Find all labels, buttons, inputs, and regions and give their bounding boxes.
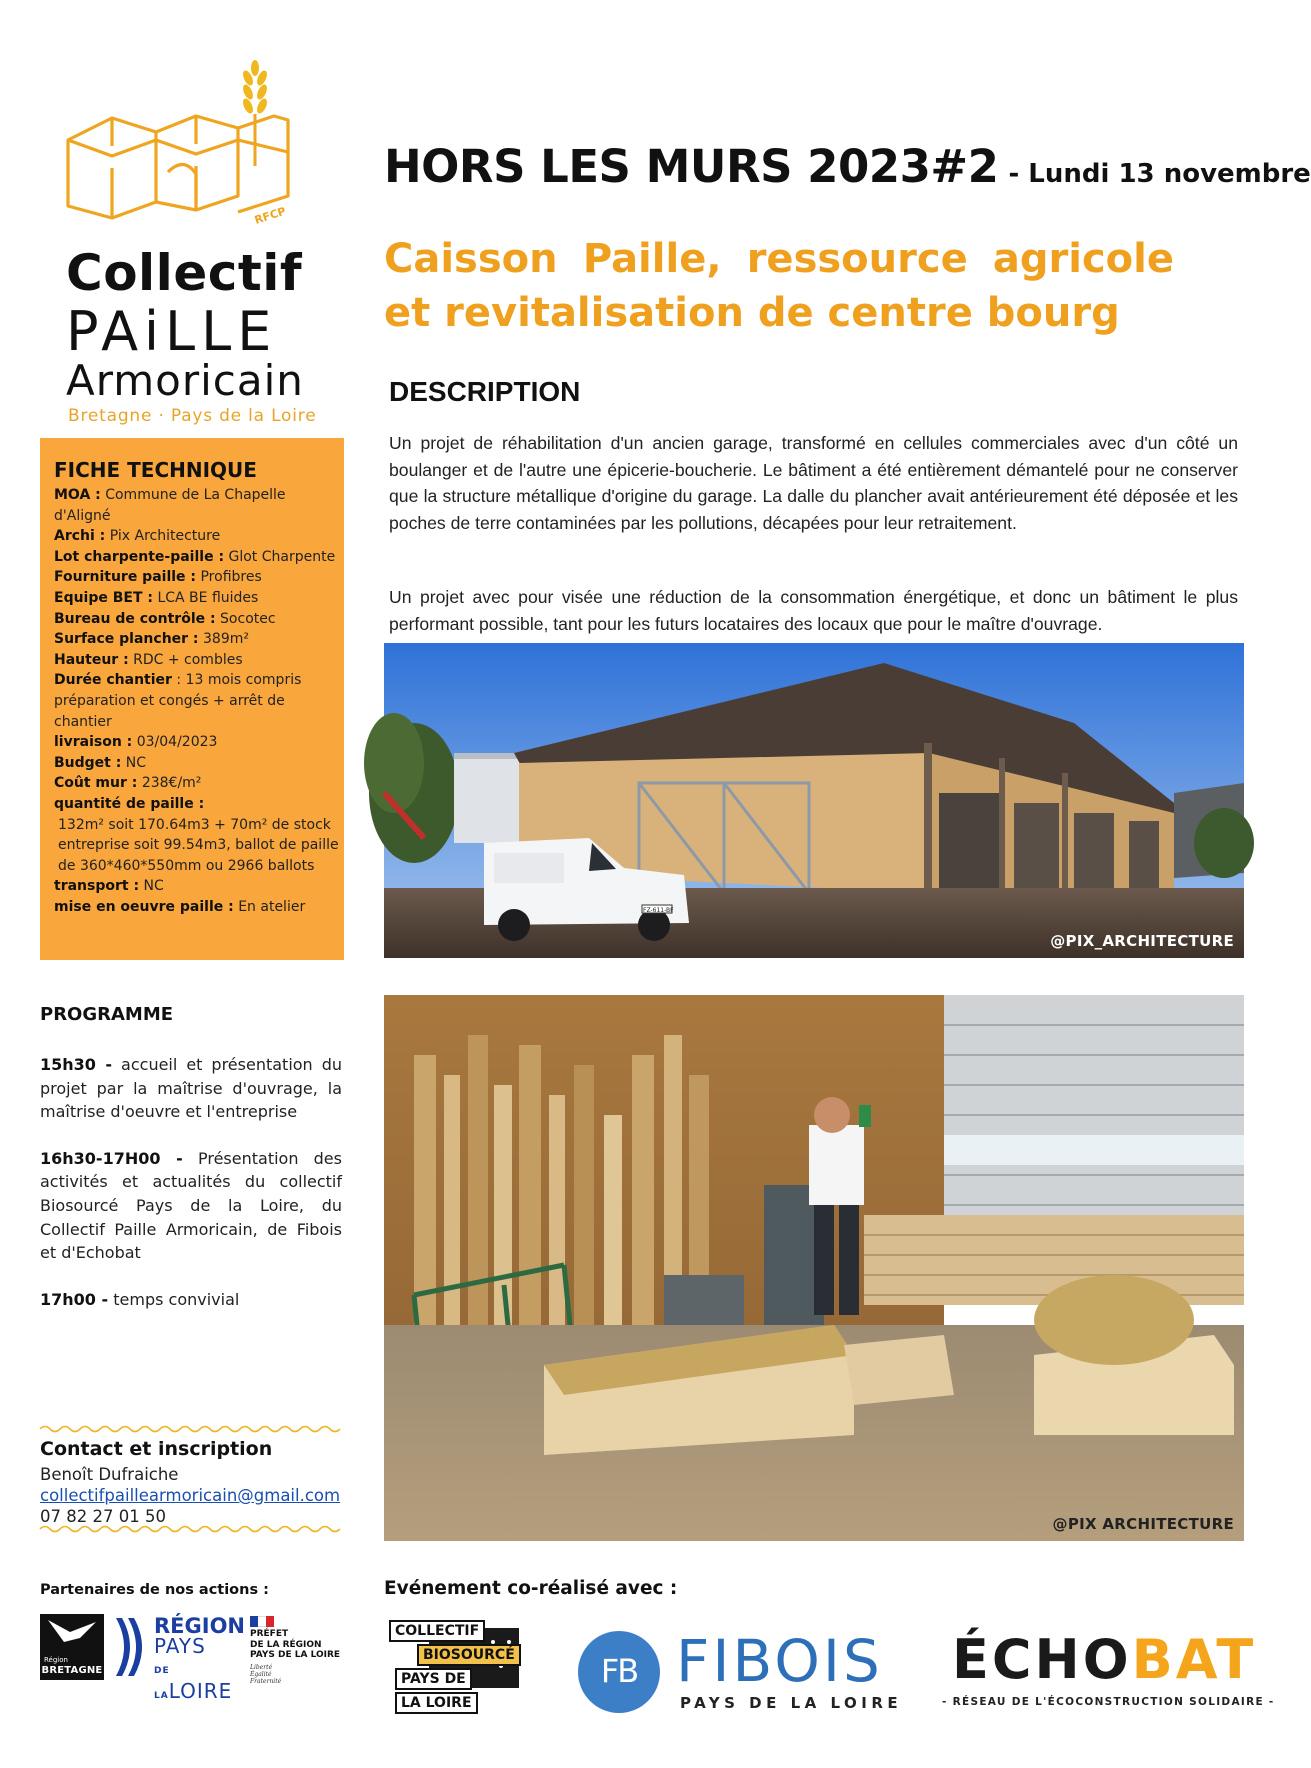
fiche-hauteur: Hauteur : RDC + combles — [54, 651, 243, 668]
page-subtitle: Caisson Paille, ressource agricole et revitalisation de centre bourg — [384, 236, 1174, 336]
fiche-controle: Bureau de contrôle : Socotec — [54, 610, 276, 627]
wave-divider-bottom — [40, 1524, 344, 1534]
partners-title: Partenaires de nos actions : — [40, 1582, 269, 1598]
region-pays-de-la-loire-logo: RÉGION PAYS DE LALOIRE — [112, 1614, 252, 1680]
event-date: - Lundi 13 novembre — [1008, 159, 1311, 189]
contact-block — [40, 1438, 360, 1527]
page-title: HORS LES MURS 2023#2 — [384, 140, 999, 193]
french-flag-icon — [250, 1616, 274, 1627]
description-paragraph-2: Un projet avec pour visée une réduction de la consommation énergétique, et donc un bâtiment le plus performant possible, tant pour les futurs locataires des locaux que pour le maître d'ouvrage. — [389, 587, 1238, 634]
collectif-biosource-logo: COLLECTIF BIOSOURCÉ PAYS DE LA LOIRE — [389, 1620, 529, 1720]
description-heading: DESCRIPTION — [389, 376, 581, 407]
region-pdl-mark-icon — [112, 1614, 152, 1680]
workshop-photo — [384, 995, 1244, 1541]
fiche-moa: MOA : Commune de La Chapelle d'Aligné — [54, 487, 286, 524]
fiche-surface: Surface plancher : 389m² — [54, 631, 249, 648]
coreal-title: Evénement co-réalisé avec : — [384, 1578, 678, 1599]
prefet-logo: PRÉFET DE LA RÉGION PAYS DE LA LOIRE Liberté Égalité Fraternité — [250, 1616, 350, 1685]
contact-name: Benoît Dufraiche — [40, 1465, 179, 1484]
programme-item-1: 15h30 - accueil et présentation du projet par la maîtrise d'ouvrage, la maîtrise d'oeuvre et l'entreprise — [40, 1055, 342, 1122]
fiche-title: FICHE TECHNIQUE — [54, 458, 257, 482]
fiche-budget: Budget : NC — [54, 754, 147, 771]
wave-divider-top — [40, 1424, 344, 1434]
building-wheat-icon — [60, 56, 340, 256]
logo-regions: Bretagne · Pays de la Loire — [68, 406, 317, 426]
contact-phone: 07 82 27 01 50 — [40, 1507, 166, 1526]
programme-title: PROGRAMME — [40, 1004, 174, 1025]
fiche-bet: Equipe BET : LCA BE fluides — [54, 589, 259, 606]
fiche-lot: Lot charpente-paille : Glot Charpente — [54, 548, 336, 565]
programme — [40, 1004, 342, 1334]
fiche-livraison: livraison : 03/04/2023 — [54, 734, 218, 751]
fiche-cout: Coût mur : 238€/m² — [54, 775, 202, 792]
rfcp-badge: RFCP — [252, 204, 288, 227]
region-bretagne-logo: Région BRETAGNE — [40, 1614, 104, 1680]
logo-line-collectif: Collectif — [66, 244, 303, 302]
description-paragraph-1: Un projet de réhabilitation d'un ancien garage, transformé en cellules commerciales avec d'un côté un boulanger et de l'autre une épicerie-boucherie. Le bâtiment a été entièrement démantelé pour ne conserver que la structure métallique d'origine du garage. La dalle du plancher avait antérieurement été déposée et les poches de terre contaminées par les pollutions, décapées pour leur retraitement. — [389, 433, 1238, 533]
photo-credit-1: @PIX_ARCHITECTURE — [1050, 932, 1234, 950]
van-plate: FZ-611-BF — [643, 907, 674, 914]
fiche-transport: transport : NC — [54, 878, 164, 895]
fiche-technique — [40, 438, 344, 960]
echobat-logo: ÉCHOBAT - RÉSEAU DE L'ÉCOCONSTRUCTION SOLIDAIRE - — [942, 1628, 1275, 1708]
bretagne-bird-icon — [40, 1614, 104, 1654]
fiche-quantite-value: 132m² soit 170.64m3 + 70m² de stock entreprise soit 99.54m3, ballot de paille de 360*460*550mm ou 2966 ballots — [58, 816, 339, 874]
programme-item-3: 17h00 - temps convivial — [40, 1289, 240, 1309]
fibois-logo: FB FIBOIS PAYS DE LA LOIRE — [578, 1628, 908, 1718]
logo-line-armoricain: Armoricain — [66, 356, 304, 405]
logo-line-paille: PAiLLE — [66, 300, 278, 363]
contact-title: Contact et inscription — [40, 1438, 273, 1460]
collectif-paille-logo — [60, 56, 340, 428]
partner-logos — [40, 1614, 350, 1703]
fiche-duree: Durée chantier : 13 mois compris préparation et congés + arrêt de chantier — [54, 672, 302, 730]
fiche-archi: Archi : Pix Architecture — [54, 528, 221, 545]
fiche-fourniture: Fourniture paille : Profibres — [54, 569, 262, 586]
building-photo — [384, 643, 1244, 958]
fiche-quantite-label: quantité de paille : — [54, 795, 205, 812]
fiche-mise: mise en oeuvre paille : En atelier — [54, 898, 306, 915]
contact-email-link[interactable]: collectifpaillearmoricain@gmail.com — [40, 1486, 341, 1505]
page-title-row — [384, 140, 1311, 193]
programme-item-2: 16h30-17H00 - Présentation des activités et actualités du collectif Biosourcé Pays de la Loire, du Collectif Paille Armoricain, de Fibois et d'Echobat — [40, 1148, 342, 1263]
photo-credit-2: @PIX ARCHITECTURE — [1052, 1515, 1234, 1533]
